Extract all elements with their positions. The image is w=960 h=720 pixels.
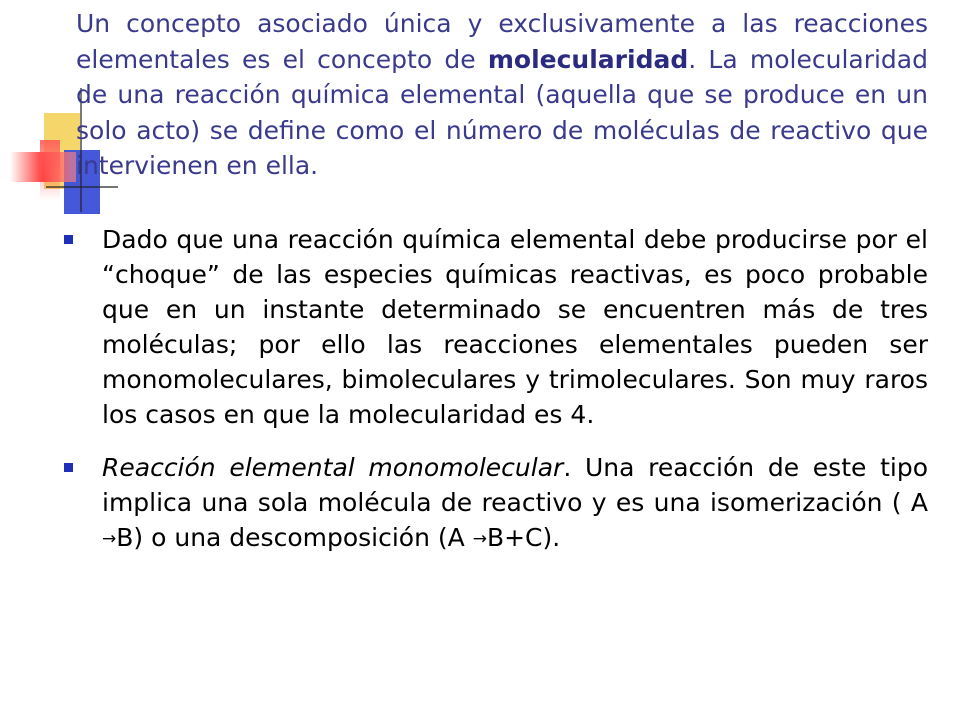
bullet-text: Dado que una reacción química elemental debe producirse por el “choque” de las especies químicas reactivas, es poco probable que en un instante determinado se encuentren más de tres moléculas; por ello las reacciones elementales pueden ser monomoleculares, bimoleculares y trimoleculares. Son muy raros los casos en que la molecularidad es 4. [102, 225, 928, 429]
bullet-item-1 [64, 222, 928, 432]
bullet-text-part-3: B+C). [486, 523, 561, 552]
bullet-square-icon [64, 463, 73, 472]
right-arrow-icon: → [472, 529, 487, 549]
bullet-text-part-1: . Una reacción de este tipo implica una sola molécula de reactivo y es una isomerización ( A [102, 453, 928, 517]
bullet-text-part-2: B) o una descomposición (A [116, 523, 473, 552]
bullet-item-2 [64, 450, 928, 557]
red-glow-vertical [40, 140, 60, 200]
bullet-square-icon [64, 235, 73, 244]
bullet-italic-term: Reacción elemental monomolecular [102, 453, 564, 482]
intro-text-2: . La molecularidad de una reacción química elemental (aquella que se produce en un solo acto) se define como el número de moléculas de reactivo que intervienen en ella. [76, 44, 928, 180]
bullet-list [64, 222, 928, 575]
right-arrow-icon: → [102, 529, 117, 549]
intro-bold-term: molecularidad [487, 44, 689, 74]
intro-paragraph [76, 6, 928, 184]
intro-text-1: Un concepto asociado única y exclusivamente a las reacciones elementales es el concepto de [76, 9, 928, 74]
